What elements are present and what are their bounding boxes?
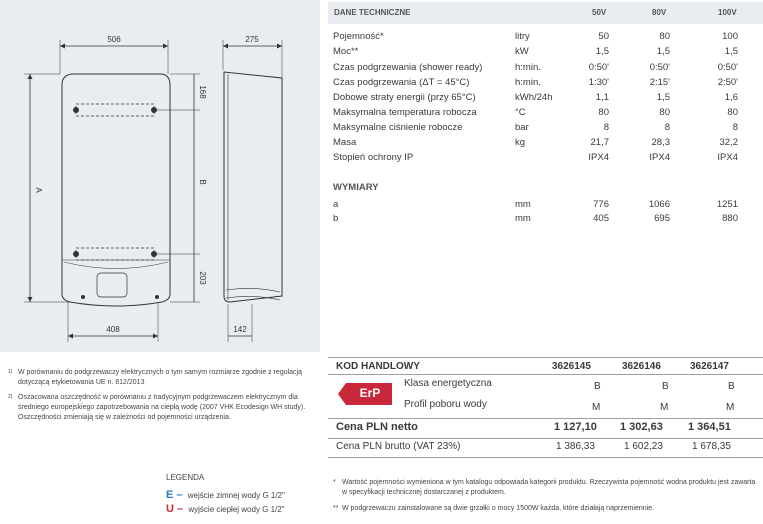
- spec-value: 0:50': [717, 62, 738, 73]
- profile-label: Profil poboru wody: [404, 399, 487, 410]
- trade-code-3: 3626147: [690, 361, 729, 372]
- footnote-2: [333, 504, 758, 514]
- divider: [328, 374, 763, 375]
- water-heater-drawing: [0, 0, 320, 352]
- spec-value: 32,2: [719, 137, 738, 148]
- spec-value: 100: [722, 31, 738, 42]
- technical-drawing: [0, 0, 320, 352]
- legend-row-u: [166, 502, 326, 516]
- note-2: [8, 393, 308, 423]
- spec-value: 8: [664, 122, 670, 133]
- profile-2: M: [660, 402, 669, 413]
- dim-b: B: [198, 179, 207, 185]
- spec-value: 880: [722, 213, 738, 224]
- legend-row-e: [166, 488, 326, 502]
- dim-depth-bottom: 142: [233, 325, 247, 334]
- energy-class-3: B: [728, 381, 735, 392]
- spec-value: 1,5: [595, 46, 609, 57]
- spec-value: 776: [593, 199, 609, 210]
- erp-logo-text: ErP: [359, 386, 381, 400]
- spec-label: Pojemność*: [333, 31, 384, 42]
- spec-label: Maksymalna temperatura robocza: [333, 107, 477, 118]
- note-2-text: Oszacowana oszczędność w porównaniu z tradycyjnym podgrzewaczem elektrycznym dla średniego europejskiego zapotrzebowania na ciepłą wodę (2007 VHK Ecodesign WH study). Oszczędności zmieniają się w zależności od pojemności urządzenia.: [18, 394, 306, 421]
- footnotes: [333, 478, 758, 514]
- spec-value: 2:50': [717, 77, 738, 88]
- spec-unit: h:min.: [515, 62, 541, 73]
- spec-value: IPX4: [588, 152, 609, 163]
- spec-value: 1251: [716, 199, 738, 210]
- spec-value: 1,6: [724, 92, 738, 103]
- spec-value: 8: [732, 122, 738, 133]
- footnote-2-mark: **: [333, 505, 339, 512]
- spec-unit: mm: [515, 199, 531, 210]
- note-1-mark: 1): [8, 369, 13, 375]
- spec-value: 695: [654, 213, 670, 224]
- dim-depth-top: 275: [245, 35, 259, 44]
- footnote-1-text: Wartość pojemności wymieniona w tym katalogu odpowiada kategorii produktu. Rzeczywista pojemność wodna produktu jest zawarta w specyfikacji technicznej dostarczanej z produktem.: [342, 479, 756, 496]
- spec-value: 0:50': [588, 62, 609, 73]
- footnote-1: [333, 478, 758, 498]
- dimensions-title: WYMIARY: [333, 182, 379, 193]
- legend-text-u: wyjście ciepłej wody G 1/2": [188, 505, 285, 514]
- dim-width-top: 506: [107, 35, 121, 44]
- spec-value: 80: [659, 107, 670, 118]
- divider: [328, 357, 763, 358]
- divider: [328, 418, 763, 419]
- notes: [8, 368, 308, 428]
- divider: [328, 438, 763, 439]
- spec-value: 1066: [648, 199, 670, 210]
- spec-value: 80: [659, 31, 670, 42]
- spec-value: 2:15': [649, 77, 670, 88]
- gross-price-label: Cena PLN brutto (VAT 23%): [336, 441, 461, 452]
- spec-unit: °C: [515, 107, 526, 118]
- legend-title: LEGENDA: [166, 473, 205, 482]
- dim-203: 203: [198, 271, 207, 285]
- spec-header-model-2: 80V: [652, 8, 667, 17]
- spec-label: Masa: [333, 137, 357, 148]
- spec-value: 8: [603, 122, 609, 133]
- spec-label: Maksymalne ciśnienie robocze: [333, 122, 463, 133]
- spec-value: IPX4: [717, 152, 738, 163]
- spec-value: 80: [598, 107, 609, 118]
- profile-1: M: [592, 402, 601, 413]
- spec-value: 0:50': [649, 62, 670, 73]
- gross-price-2: 1 602,23: [624, 441, 663, 452]
- footnote-1-mark: *: [333, 479, 336, 486]
- spec-label: b: [333, 213, 339, 224]
- trade-code-1: 3626145: [552, 361, 591, 372]
- energy-class-2: B: [662, 381, 669, 392]
- spec-header-model-1: 50V: [592, 8, 607, 17]
- spec-label: Czas podgrzewania (shower ready): [333, 62, 483, 73]
- spec-label: Stopień ochrony IP: [333, 152, 414, 163]
- note-1: [8, 368, 308, 388]
- dim-width-bottom: 408: [106, 325, 120, 334]
- footnote-2-text: W podgrzewaczu zainstalowane są dwie grzałki o mocy 1500W każda, które działają naprzemiennie.: [342, 505, 655, 512]
- spec-unit: bar: [515, 122, 529, 133]
- divider: [328, 457, 763, 458]
- spec-unit: kW: [515, 46, 529, 57]
- spec-label: Czas podgrzewania (ΔT = 45°C): [333, 77, 470, 88]
- dim-a: A: [34, 187, 43, 193]
- spec-value: 50: [598, 31, 609, 42]
- net-price-3: 1 364,51: [688, 421, 731, 433]
- spec-value: 1:30': [588, 77, 609, 88]
- spec-header-model-3: 100V: [718, 8, 737, 17]
- dim-168: 168: [198, 85, 207, 99]
- note-2-mark: 2): [8, 394, 13, 400]
- legend-text-e: wejście zimnej wody G 1/2": [187, 491, 285, 500]
- spec-value: 21,7: [590, 137, 609, 148]
- spec-unit: h:min.: [515, 77, 541, 88]
- note-1-text: W porównaniu do podgrzewaczy elektrycznych o tym samym rozmiarze zgodnie z regulacją dotyczącą etykietowania UE n. 812/2013: [18, 369, 303, 386]
- legend: [166, 473, 326, 516]
- gross-price-3: 1 678,35: [692, 441, 731, 452]
- spec-unit: mm: [515, 213, 531, 224]
- spec-value: 1,5: [656, 46, 670, 57]
- legend-key-u: U –: [166, 503, 184, 515]
- spec-label: a: [333, 199, 339, 210]
- net-price-label: Cena PLN netto: [336, 421, 418, 433]
- energy-class-label: Klasa energetyczna: [404, 378, 492, 389]
- spec-value: 1,5: [656, 92, 670, 103]
- spec-unit: kg: [515, 137, 526, 148]
- spec-header: [328, 2, 763, 24]
- profile-3: M: [726, 402, 735, 413]
- spec-unit: litry: [515, 31, 530, 42]
- spec-value: IPX4: [649, 152, 670, 163]
- legend-key-e: E –: [166, 489, 183, 501]
- trade-code-header: KOD HANDLOWY: [336, 361, 420, 372]
- spec-value: 1,5: [724, 46, 738, 57]
- net-price-2: 1 302,63: [620, 421, 663, 433]
- spec-label: Moc**: [333, 46, 359, 57]
- spec-unit: kWh/24h: [515, 92, 553, 103]
- net-price-1: 1 127,10: [554, 421, 597, 433]
- trade-code-2: 3626146: [622, 361, 661, 372]
- erp-logo: [336, 381, 394, 407]
- spec-value: 405: [593, 213, 609, 224]
- spec-header-title: DANE TECHNICZNE: [334, 8, 411, 17]
- spec-value: 80: [727, 107, 738, 118]
- gross-price-1: 1 386,33: [556, 441, 595, 452]
- spec-value: 28,3: [651, 137, 670, 148]
- spec-label: Dobowe straty energii (przy 65°C): [333, 92, 476, 103]
- spec-value: 1,1: [595, 92, 609, 103]
- energy-class-1: B: [594, 381, 601, 392]
